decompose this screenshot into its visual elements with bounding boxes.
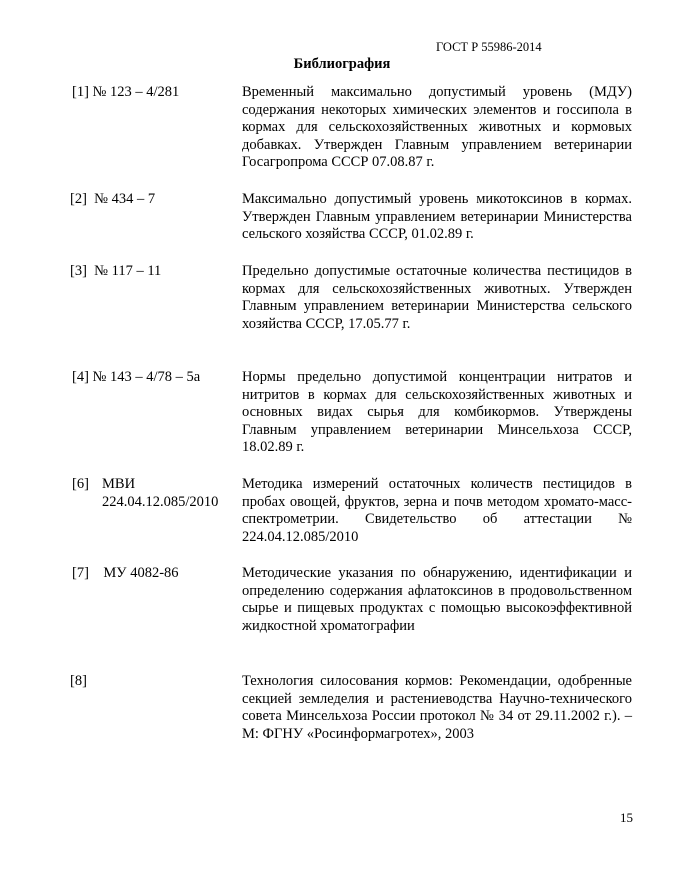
entry-reference: [2] № 434 – 7 [70,191,156,207]
page-number: 15 [620,810,633,825]
entry-description: Предельно допустимые остаточные количества пестицидов в кормах для сельскохозяйственных животных. Утвержден Главным управлением ветеринарии Министерства сельского хозяйства СССР, 17.05.77 г. [242,263,632,332]
entry-reference-number-code: 224.04.12.085/2010 [102,493,219,510]
entry-reference: [8] [70,673,87,689]
entry-description: Временный максимально допустимый уровень (МДУ) содержания некоторых химических элементов и госсипола в кормах для сельскохозяйственных животных и кормовых добавках. Утвержден Главным управлением ветеринарии Госагропрома СССР 07.08.87 г. [242,84,632,170]
entry-reference-code: МВИ [102,476,136,492]
entry-reference: [3] № 117 – 11 [70,263,162,279]
entry-reference-number: [6] [72,476,89,492]
entry-description: Методические указания по обнаружению, идентификации и определению содержания афлатоксинов в продовольственном сырье и пищевых продуктах с помощью высокоэффективной жидкостной хроматографии [242,565,632,634]
document-standard-id: ГОСТ Р 55986-2014 [436,40,542,54]
entry-reference: [4] № 143 – 4/78 – 5а [72,369,201,385]
entry-reference: [1] № 123 – 4/281 [72,84,180,100]
entry-reference: [7] МУ 4082-86 [72,565,179,581]
entry-description: Максимально допустимый уровень микотоксинов в кормах. Утвержден Главным управлением ветеринарии Министерства сельского хозяйства СССР, 01.02.89 г. [242,191,632,242]
bibliography-title: Библиография [293,56,391,72]
entry-description: Технология силосования кормов: Рекомендации, одобренные секцией земледелия и растениеводства Научно-технического совета Минсельхоза России протокол № 34 от 29.11.2002 г.). – М: ФГНУ «Росинформагротех», 2003 [242,673,632,742]
entry-description: Методика измерений остаточных количеств пестицидов в пробах овощей, фруктов, зерна и почв методом хромато-масс-спектрометрии. Свидетельство об аттестации № 224.04.12.085/2010 [242,476,632,545]
entry-description: Нормы предельно допустимой концентрации нитратов и нитритов в кормах для сельскохозяйственных животных и основных видах сырья для комбикормов. Утверждены Главным управлением ветеринарии Минсельхоза СССР, 18.02.89 г. [242,369,632,455]
